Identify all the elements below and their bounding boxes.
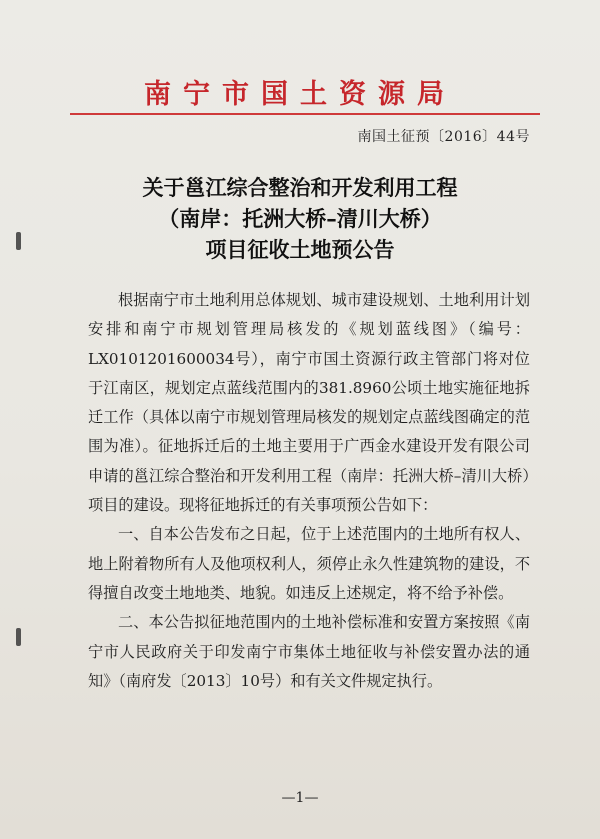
body-paragraph-intro: 根据南宁市土地利用总体规划、城市建设规划、土地利用计划安排和南宁市规划管理局核发的《规划蓝线图》（编号：LX0101201600034号），南宁市国土资源行政主管部门将对位于江南区，规划定点蓝线范围内的381.8960公顷土地实施征地拆迁工作（具体以南宁市规划管理局核发的规划定点蓝线图确定的范围为准）。征地拆迁后的土地主要用于广西金水建设开发有限公司申请的邕江综合整治和开发利用工程（南岸：托洲大桥–清川大桥）项目的建设。现将征地拆迁的有关事项预公告如下：: [88, 291, 530, 515]
binding-hole-mark: [16, 628, 21, 646]
page-number: —1—: [281, 790, 319, 806]
document-body: [88, 286, 530, 696]
document-title: [0, 172, 600, 265]
red-header-rule: [70, 113, 540, 115]
document-number: 南国土征预〔2016〕44号: [357, 129, 530, 145]
issuing-organization: 南宁市国土资源局: [144, 79, 456, 110]
body-paragraph-item-2: 二、本公告拟征地范围内的土地补偿标准和安置方案按照《南宁市人民政府关于印发南宁市集体土地征收与补偿安置办法的通知》（南府发〔2013〕10号）和有关文件规定执行。: [88, 613, 530, 690]
title-line-3: 项目征收土地预公告: [205, 237, 395, 262]
title-line-1: 关于邕江综合整治和开发利用工程: [142, 175, 458, 200]
title-line-2: （南岸：托洲大桥–清川大桥）: [158, 206, 442, 231]
body-paragraph-item-1: 一、自本公告发布之日起，位于上述范围内的土地所有权人、地上附着物所有人及他项权利人，须停止永久性建筑物的建设，不得擅自改变土地地类、地貌。如违反上述规定，将不给予补偿。: [88, 525, 530, 602]
